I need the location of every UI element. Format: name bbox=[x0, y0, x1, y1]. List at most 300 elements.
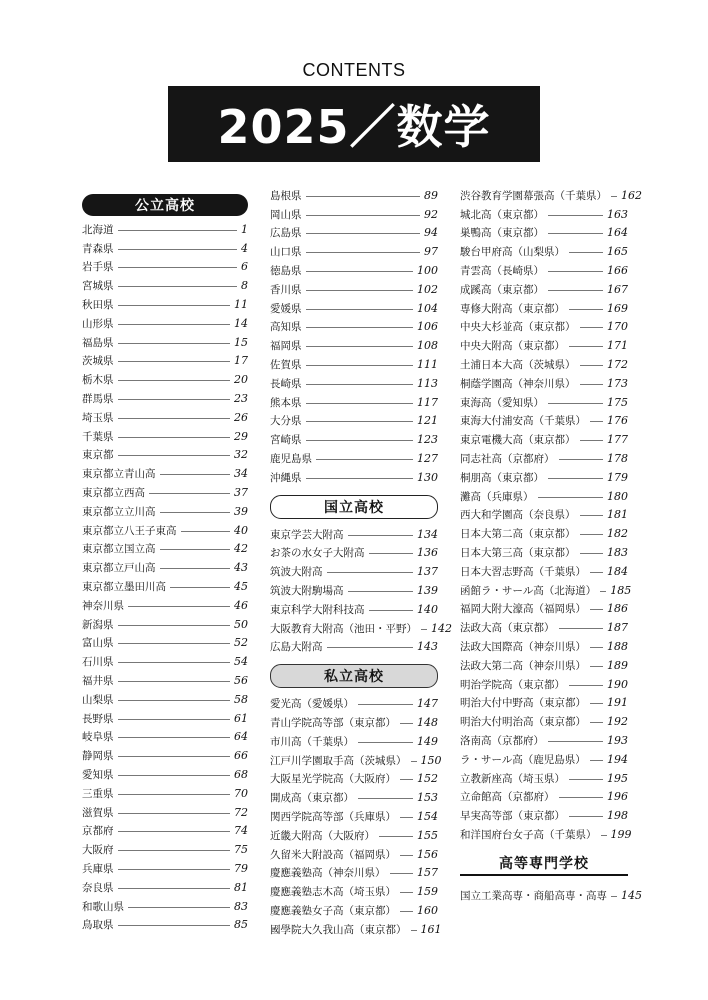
toc-entry-name: 城北高（東京都） bbox=[460, 208, 544, 221]
toc-entry-name: 三重県 bbox=[82, 787, 114, 800]
toc-entry bbox=[460, 205, 628, 224]
toc-entry-page: 193 bbox=[607, 734, 628, 747]
toc-entry-page: 165 bbox=[607, 245, 628, 259]
toc-entry-name: 高知県 bbox=[270, 321, 302, 334]
toc-entry-page: 89 bbox=[424, 188, 438, 202]
toc-entry-name: 立命館高（京都府） bbox=[460, 791, 555, 804]
leader-line bbox=[590, 421, 603, 422]
toc-entry-page: 199 bbox=[610, 827, 632, 841]
toc-entry-page: 166 bbox=[607, 264, 628, 278]
toc-entry-page: 14 bbox=[234, 316, 248, 330]
toc-entry bbox=[270, 788, 438, 807]
toc-entry-page: 177 bbox=[607, 433, 628, 447]
toc-entry-name: 東京学芸大附高 bbox=[270, 528, 344, 541]
leader-line bbox=[600, 591, 606, 592]
toc-entry bbox=[460, 242, 628, 261]
leader-line bbox=[118, 324, 231, 325]
leader-line bbox=[118, 719, 231, 720]
toc-entry-name: お茶の水女子大附高 bbox=[270, 547, 365, 560]
toc-entry-name: 慶應義塾高（神奈川県） bbox=[270, 867, 386, 880]
toc-entry bbox=[270, 920, 442, 939]
toc-entry-page: 68 bbox=[234, 768, 248, 781]
toc-entry-page: 186 bbox=[607, 602, 628, 616]
toc-entry-name: 青山学院高等部（東京都） bbox=[270, 717, 396, 730]
leader-line bbox=[306, 252, 421, 253]
toc-entry bbox=[82, 728, 248, 747]
toc-entry-page: 130 bbox=[417, 470, 438, 484]
toc-entry-name: 巣鴨高（東京都） bbox=[460, 227, 544, 240]
toc-entry bbox=[270, 224, 438, 243]
toc-entry-name: 洛南高（京都府） bbox=[460, 735, 544, 747]
toc-entry-page: 159 bbox=[417, 885, 438, 899]
toc-entry-name: 東京都立国立高 bbox=[82, 543, 156, 556]
toc-entry bbox=[460, 487, 628, 506]
toc-entry bbox=[270, 449, 438, 468]
leader-line bbox=[369, 553, 414, 554]
leader-line bbox=[590, 609, 603, 610]
toc-entry bbox=[82, 370, 248, 389]
toc-entry-page: 145 bbox=[621, 888, 642, 902]
toc-entry-name: 駿台甲府高（山梨県） bbox=[460, 246, 565, 259]
leader-line bbox=[118, 756, 231, 757]
toc-entry bbox=[82, 878, 248, 897]
leader-line bbox=[590, 666, 603, 667]
toc-entry-name: 長崎県 bbox=[270, 377, 302, 390]
leader-line bbox=[128, 907, 230, 908]
toc-entry-page: 61 bbox=[234, 711, 248, 725]
leader-line bbox=[118, 286, 238, 287]
toc-entry bbox=[82, 333, 248, 352]
leader-line bbox=[118, 418, 231, 419]
toc-entry bbox=[270, 544, 438, 563]
toc-entry bbox=[270, 600, 438, 619]
toc-entry-page: 8 bbox=[241, 279, 248, 293]
toc-entry-page: 1 bbox=[241, 222, 248, 236]
toc-entry-page: 148 bbox=[417, 716, 438, 730]
toc-entry-page: 37 bbox=[234, 486, 248, 500]
toc-entry-name: 青森県 bbox=[82, 242, 114, 255]
toc-entry-page: 181 bbox=[607, 508, 628, 522]
toc-entry-name: 大阪星光学院高（大阪府） bbox=[270, 773, 396, 786]
toc-entry bbox=[82, 652, 248, 671]
toc-entry-page: 66 bbox=[234, 749, 248, 763]
toc-entry bbox=[460, 374, 628, 393]
toc-entry bbox=[460, 524, 628, 543]
toc-entry-name: 法政大高（東京都） bbox=[460, 622, 555, 635]
toc-entry-page: 58 bbox=[234, 692, 248, 706]
leader-line bbox=[548, 215, 603, 216]
toc-entry bbox=[82, 897, 248, 916]
toc-entry-name: 徳島県 bbox=[270, 265, 302, 278]
toc-entry-page: 167 bbox=[607, 282, 628, 296]
leader-line bbox=[348, 591, 414, 592]
toc-entry-name: 東京都立墨田川高 bbox=[82, 581, 166, 594]
leader-line bbox=[400, 817, 413, 818]
toc-entry-name: 東京都立青山高 bbox=[82, 468, 156, 481]
toc-entry bbox=[460, 224, 628, 243]
toc-entry-name: 國學院大久我山高（東京都） bbox=[270, 923, 407, 936]
toc-entry bbox=[82, 596, 248, 615]
toc-entry-page: 20 bbox=[234, 373, 248, 387]
leader-line bbox=[559, 628, 604, 629]
toc-entry bbox=[270, 619, 452, 638]
toc-entry bbox=[460, 750, 628, 769]
toc-entry-name: 近畿大附高（大阪府） bbox=[270, 829, 375, 842]
toc-entry-name: 和歌山県 bbox=[82, 900, 124, 913]
toc-entry-page: 179 bbox=[607, 470, 628, 484]
leader-line bbox=[306, 290, 414, 291]
toc-entry-page: 198 bbox=[607, 809, 628, 823]
toc-entry bbox=[270, 336, 438, 355]
leader-line bbox=[181, 531, 231, 532]
toc-entry-name: 早実高等部（東京都） bbox=[460, 810, 565, 823]
toc-entry-page: 29 bbox=[234, 429, 248, 443]
toc-entry-page: 50 bbox=[234, 617, 248, 631]
leader-line bbox=[611, 896, 617, 897]
toc-entry bbox=[82, 840, 248, 859]
toc-entry-name: 東京電機大高（東京都） bbox=[460, 434, 576, 447]
toc-entry bbox=[460, 430, 628, 449]
toc-entry-page: 160 bbox=[417, 903, 438, 917]
toc-entry bbox=[460, 637, 628, 656]
toc-entry bbox=[270, 694, 438, 713]
toc-entry-name: 岩手県 bbox=[82, 261, 114, 274]
toc-entry-name: 明治大付明治高（東京都） bbox=[460, 716, 586, 729]
toc-entry bbox=[82, 822, 248, 841]
leader-line bbox=[590, 722, 603, 723]
toc-entry-page: 83 bbox=[234, 899, 248, 913]
leader-line bbox=[580, 515, 604, 516]
toc-entry bbox=[460, 543, 628, 562]
leader-line bbox=[358, 798, 413, 799]
toc-entry-page: 139 bbox=[417, 584, 438, 598]
toc-entry bbox=[82, 784, 248, 803]
leader-line bbox=[548, 271, 603, 272]
page-title: 2025／数学 bbox=[168, 86, 540, 162]
toc-entry bbox=[460, 336, 628, 355]
toc-entry bbox=[82, 389, 248, 408]
toc-entry bbox=[460, 299, 628, 318]
leader-line bbox=[118, 249, 238, 250]
toc-entry-name: 長野県 bbox=[82, 712, 114, 725]
toc-entry bbox=[82, 220, 248, 239]
toc-entry-page: 156 bbox=[417, 847, 438, 861]
toc-entry-page: 134 bbox=[417, 527, 438, 541]
leader-line bbox=[548, 233, 603, 234]
toc-entry bbox=[270, 261, 438, 280]
toc-entry-name: 群馬県 bbox=[82, 393, 114, 406]
toc-entry-page: 108 bbox=[417, 339, 438, 353]
toc-entry-name: 東海高（愛知県） bbox=[460, 396, 544, 409]
toc-entry bbox=[82, 464, 248, 483]
toc-entry-name: 慶應義塾志木高（埼玉県） bbox=[270, 886, 396, 899]
leader-line bbox=[118, 737, 231, 738]
toc-entry-page: 143 bbox=[417, 640, 438, 654]
leader-line bbox=[569, 685, 603, 686]
leader-line bbox=[590, 647, 603, 648]
toc-entry bbox=[82, 765, 248, 784]
leader-line bbox=[590, 703, 603, 704]
toc-entry-page: 191 bbox=[607, 696, 628, 710]
toc-entry bbox=[270, 638, 438, 657]
toc-entry-name: 日本大第二高（東京都） bbox=[460, 528, 576, 541]
toc-entry-name: 青雲高（長崎県） bbox=[460, 265, 544, 278]
toc-entry-name: 法政大国際高（神奈川県） bbox=[460, 641, 586, 654]
toc-entry bbox=[460, 468, 628, 487]
leader-line bbox=[118, 455, 231, 456]
toc-entry bbox=[82, 671, 248, 690]
leader-line bbox=[548, 478, 603, 479]
toc-entry-page: 106 bbox=[417, 320, 438, 334]
toc-entry-page: 147 bbox=[417, 697, 438, 711]
toc-entry bbox=[82, 803, 248, 822]
leader-line bbox=[400, 723, 413, 724]
toc-entry bbox=[460, 562, 628, 581]
toc-entry bbox=[460, 506, 628, 525]
toc-entry bbox=[270, 901, 438, 920]
toc-entry bbox=[460, 618, 628, 637]
toc-entry-name: 大阪府 bbox=[82, 844, 114, 857]
toc-entry-page: 154 bbox=[417, 810, 438, 823]
leader-line bbox=[118, 305, 231, 306]
toc-entry-name: 成蹊高（東京都） bbox=[460, 283, 544, 296]
toc-entry-name: 市川高（千葉県） bbox=[270, 735, 354, 748]
toc-entry-name: 桐朋高（東京都） bbox=[460, 471, 544, 484]
toc-entry-name: 同志社高（京都府） bbox=[460, 453, 555, 466]
column-1 bbox=[82, 184, 248, 934]
toc-entry bbox=[270, 751, 442, 770]
leader-line bbox=[548, 403, 603, 404]
column-2 bbox=[270, 184, 452, 939]
toc-entry-page: 190 bbox=[607, 677, 628, 691]
toc-entry-page: 15 bbox=[234, 335, 248, 349]
toc-entry-page: 79 bbox=[234, 861, 248, 875]
toc-entry bbox=[460, 355, 628, 374]
toc-entry bbox=[82, 521, 248, 540]
leader-line bbox=[306, 309, 414, 310]
toc-entry-page: 189 bbox=[607, 658, 628, 672]
leader-line bbox=[369, 610, 414, 611]
leader-line bbox=[411, 761, 417, 762]
toc-entry bbox=[82, 915, 248, 934]
toc-entry bbox=[82, 239, 248, 258]
toc-list-technical bbox=[460, 886, 642, 905]
toc-entry bbox=[460, 712, 628, 731]
toc-entry-page: 92 bbox=[424, 207, 438, 221]
toc-entry-name: 国立工業高専・商船高専・高専 bbox=[460, 889, 607, 902]
toc-entry bbox=[270, 882, 438, 901]
toc-entry-page: 155 bbox=[417, 828, 438, 842]
leader-line bbox=[421, 629, 427, 630]
toc-entry-name: 土浦日本大高（茨城県） bbox=[460, 359, 576, 372]
toc-entry bbox=[82, 615, 248, 634]
toc-entry-page: 85 bbox=[234, 918, 248, 932]
toc-entry-name: 山口県 bbox=[270, 246, 302, 259]
leader-line bbox=[118, 361, 231, 362]
toc-entry bbox=[270, 732, 438, 751]
toc-entry bbox=[82, 352, 248, 371]
toc-entry-name: 神奈川県 bbox=[82, 599, 124, 612]
toc-entry-name: 桐蔭学園高（神奈川県） bbox=[460, 377, 576, 390]
toc-entry-page: 136 bbox=[417, 546, 438, 560]
toc-list-public-2 bbox=[270, 186, 438, 487]
toc-entry-name: 香川県 bbox=[270, 283, 302, 296]
leader-line bbox=[327, 647, 414, 648]
toc-entry-name: 大阪教育大附高（池田・平野） bbox=[270, 622, 417, 635]
toc-entry-page: 6 bbox=[241, 260, 248, 274]
toc-entry-name: 東京都立八王子東高 bbox=[82, 524, 177, 537]
leader-line bbox=[580, 440, 604, 441]
leader-line bbox=[306, 196, 421, 197]
leader-line bbox=[400, 855, 413, 856]
toc-entry-page: 113 bbox=[417, 376, 438, 390]
toc-entry-name: 愛媛県 bbox=[270, 302, 302, 315]
toc-entry-name: 島根県 bbox=[270, 189, 302, 202]
toc-entry-name: 東海大付浦安高（千葉県） bbox=[460, 415, 586, 428]
leader-line bbox=[569, 816, 603, 817]
toc-entry-page: 34 bbox=[234, 467, 248, 481]
toc-entry-name: 函館ラ・サール高（北海道） bbox=[460, 584, 597, 597]
leader-line bbox=[580, 365, 604, 366]
leader-line bbox=[590, 572, 603, 573]
toc-entry bbox=[460, 600, 628, 619]
leader-line bbox=[306, 421, 414, 422]
leader-line bbox=[559, 459, 604, 460]
toc-entry-page: 74 bbox=[234, 824, 248, 838]
leader-line bbox=[170, 587, 230, 588]
toc-entry-name: 福岡県 bbox=[270, 340, 302, 353]
toc-entry-page: 117 bbox=[417, 395, 438, 409]
toc-entry-name: 筑波大附高 bbox=[270, 566, 323, 579]
toc-entry-page: 102 bbox=[417, 282, 438, 296]
toc-entry-page: 175 bbox=[607, 395, 628, 409]
column-3 bbox=[460, 184, 642, 905]
toc-entry bbox=[270, 807, 438, 826]
toc-entry bbox=[82, 859, 248, 878]
leader-line bbox=[379, 836, 413, 837]
toc-entry-name: 宮城県 bbox=[82, 280, 114, 293]
toc-entry-page: 104 bbox=[417, 301, 438, 315]
toc-entry-page: 161 bbox=[420, 922, 442, 936]
leader-line bbox=[590, 760, 603, 761]
leader-line bbox=[118, 267, 238, 268]
section-heading-public: 公立高校 bbox=[82, 194, 248, 216]
toc-entry-name: 大分県 bbox=[270, 415, 302, 428]
toc-entry-name: 中央大杉並高（東京都） bbox=[460, 321, 576, 334]
toc-list-private-2 bbox=[460, 186, 642, 844]
toc-entry-name: 筑波大附駒場高 bbox=[270, 585, 344, 598]
toc-entry-name: 西大和学園高（奈良県） bbox=[460, 509, 576, 522]
leader-line bbox=[118, 399, 231, 400]
leader-line bbox=[400, 911, 413, 912]
toc-entry bbox=[460, 581, 632, 600]
toc-entry-page: 70 bbox=[234, 786, 248, 800]
toc-entry-page: 100 bbox=[417, 264, 438, 278]
leader-line bbox=[580, 534, 604, 535]
toc-entry-page: 97 bbox=[424, 245, 438, 259]
toc-entry-name: 愛光高（愛媛県） bbox=[270, 698, 354, 711]
toc-entry-page: 164 bbox=[607, 226, 628, 240]
leader-line bbox=[348, 535, 414, 536]
leader-line bbox=[569, 252, 603, 253]
toc-entry bbox=[460, 675, 628, 694]
leader-line bbox=[569, 346, 603, 347]
toc-entry-name: 慶應義塾女子高（東京都） bbox=[270, 904, 396, 917]
leader-line bbox=[548, 290, 603, 291]
leader-line bbox=[118, 925, 231, 926]
toc-entry bbox=[270, 713, 438, 732]
toc-entry-name: 関西学院高等部（兵庫県） bbox=[270, 811, 396, 823]
toc-entry bbox=[82, 427, 248, 446]
toc-entry bbox=[82, 558, 248, 577]
toc-entry bbox=[82, 295, 248, 314]
leader-line bbox=[118, 625, 231, 626]
toc-entry bbox=[270, 186, 438, 205]
leader-line bbox=[306, 403, 414, 404]
leader-line bbox=[128, 606, 230, 607]
toc-entry-page: 178 bbox=[607, 452, 628, 466]
toc-entry-name: 福島県 bbox=[82, 336, 114, 349]
leader-line bbox=[306, 440, 414, 441]
toc-entry-page: 171 bbox=[607, 339, 628, 353]
leader-line bbox=[400, 892, 413, 893]
leader-line bbox=[118, 794, 231, 795]
toc-entry bbox=[82, 709, 248, 728]
toc-entry-name: 栃木県 bbox=[82, 374, 114, 387]
section-heading-private: 私立高校 bbox=[270, 664, 438, 688]
toc-entry-name: 京都府 bbox=[82, 825, 114, 838]
leader-line bbox=[118, 813, 231, 814]
toc-entry-name: 鹿児島県 bbox=[270, 453, 312, 466]
toc-entry bbox=[82, 276, 248, 295]
toc-entry-page: 11 bbox=[234, 298, 248, 312]
leader-line bbox=[358, 704, 413, 705]
leader-line bbox=[601, 835, 607, 836]
leader-line bbox=[390, 873, 414, 874]
toc-entry bbox=[270, 468, 438, 487]
toc-entry-page: 123 bbox=[417, 433, 438, 447]
toc-entry-name: 山形県 bbox=[82, 317, 114, 330]
toc-entry-name: 岡山県 bbox=[270, 208, 302, 221]
toc-entry bbox=[460, 412, 628, 431]
leader-line bbox=[118, 850, 231, 851]
toc-entry bbox=[460, 806, 628, 825]
toc-entry-page: 157 bbox=[417, 866, 438, 880]
toc-entry-page: 183 bbox=[607, 546, 628, 560]
leader-line bbox=[118, 700, 231, 701]
toc-entry-page: 180 bbox=[607, 489, 628, 503]
toc-entry bbox=[82, 690, 248, 709]
toc-entry bbox=[270, 845, 438, 864]
toc-entry-page: 72 bbox=[234, 805, 248, 819]
toc-entry bbox=[270, 374, 438, 393]
toc-entry-name: 福井県 bbox=[82, 675, 114, 688]
toc-entry-name: 灘高（兵庫県） bbox=[460, 490, 534, 503]
toc-entry bbox=[270, 205, 438, 224]
toc-entry-page: 81 bbox=[234, 880, 248, 894]
toc-entry-page: 75 bbox=[234, 843, 248, 857]
toc-entry-name: 山梨県 bbox=[82, 693, 114, 706]
toc-entry-name: 広島大附高 bbox=[270, 641, 323, 654]
toc-entry bbox=[82, 502, 248, 521]
toc-entry-name: 久留米大附設高（福岡県） bbox=[270, 848, 396, 861]
toc-entry bbox=[270, 412, 438, 431]
toc-entry-page: 121 bbox=[417, 414, 438, 428]
leader-line bbox=[316, 459, 413, 460]
toc-entry bbox=[270, 393, 438, 412]
toc-entry-page: 187 bbox=[607, 621, 628, 635]
toc-entry-name: 静岡県 bbox=[82, 750, 114, 763]
